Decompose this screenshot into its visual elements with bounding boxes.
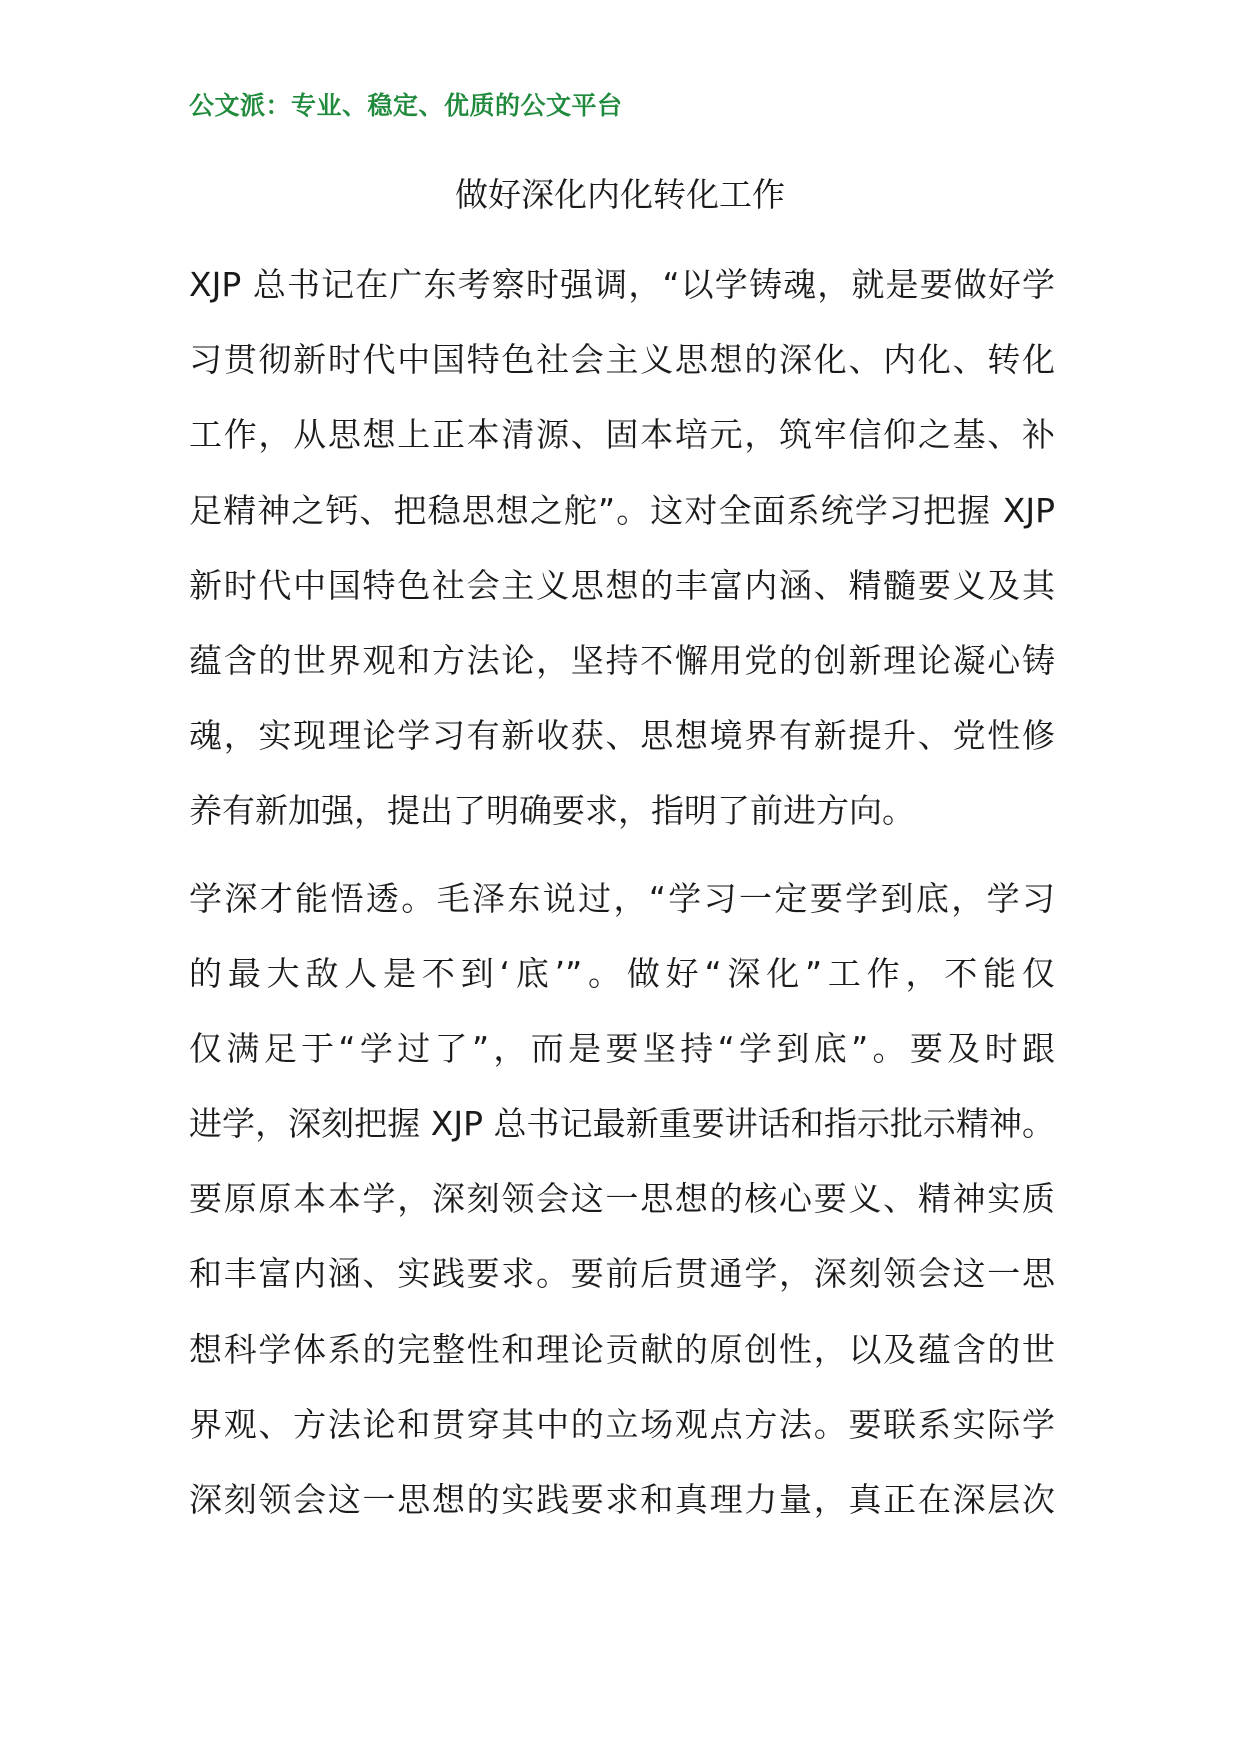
text-line: 想科学体系的完整性和理论贡献的原创性，以及蕴含的世 <box>189 1329 1055 1369</box>
text-line: 蕴含的世界观和方法论，坚持不懈用党的创新理论凝心铸 <box>189 640 1055 680</box>
text-line: 界观、方法论和贯穿其中的立场观点方法。要联系实际学 <box>189 1404 1055 1444</box>
paragraph-1 <box>189 262 1055 864</box>
text-line: 和丰富内涵、实践要求。要前后贯通学，深刻领会这一思 <box>189 1254 1055 1294</box>
text-line: 工作，从思想上正本清源、固本培元，筑牢信仰之基、补 <box>189 415 1055 455</box>
text-line: 习贯彻新时代中国特色社会主义思想的深化、内化、转化 <box>189 340 1055 380</box>
text-line: 魂，实现理论学习有新收获、思想境界有新提升、党性修 <box>189 716 1055 756</box>
text-line: 要原原本本学，深刻领会这一思想的核心要义、精神实质 <box>189 1179 1055 1219</box>
paragraph-2 <box>189 876 1055 1553</box>
document-body <box>189 262 1055 1552</box>
text-line: 进学，深刻把握 XJP 总书记最新重要讲话和指示批示精神。 <box>189 1104 1055 1144</box>
text-line: 足精神之钙、把稳思想之舵”。这对全面系统学习把握 XJP <box>189 490 1055 530</box>
text-line: XJP 总书记在广东考察时强调，“以学铸魂，就是要做好学 <box>189 265 1055 304</box>
text-line: 仅满足于“学过了”，而是要坚持“学到底”。要及时跟 <box>189 1028 1055 1068</box>
paragraph-spacer <box>189 864 1055 876</box>
text-line: 养有新加强，提出了明确要求，指明了前进方向。 <box>189 791 915 831</box>
document-title: 做好深化内化转化工作 <box>455 175 785 214</box>
text-line: 的最大敌人是不到‘底’”。做好“深化”工作，不能仅 <box>189 953 1055 993</box>
text-line: 深刻领会这一思想的实践要求和真理力量，真正在深层次 <box>189 1480 1055 1519</box>
text-line: 新时代中国特色社会主义思想的丰富内涵、精髓要义及其 <box>189 565 1055 605</box>
site-banner: 公文派：专业、稳定、优质的公文平台 <box>189 91 623 120</box>
text-line: 学深才能悟透。毛泽东说过，“学习一定要学到底，学习 <box>189 878 1055 918</box>
